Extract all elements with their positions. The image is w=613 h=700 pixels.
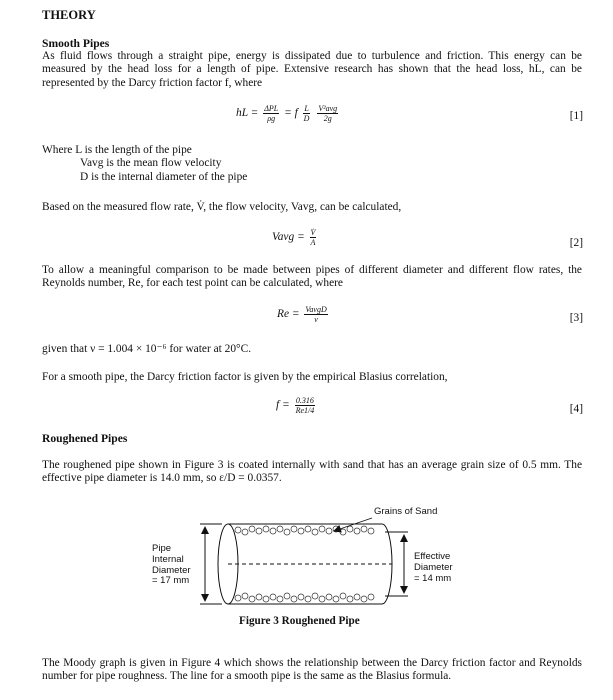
- eq1-frac-length: $\frac{L}{D}$: [303, 104, 310, 123]
- effective-diameter-dimension: [385, 532, 408, 596]
- internal-diameter-label: Pipe Internal Diameter = 17 mm: [152, 543, 191, 587]
- where-line-1: Where L is the length of the pipe: [42, 144, 192, 156]
- flow-rate-line: Based on the measured flow rate, V̇, the flow velocity, Vavg, can be calculated,: [42, 201, 402, 213]
- eq3-fraction: $\frac{\text{VavgD}}{\nu}$: [305, 305, 327, 324]
- eq1-lhs: hL =: [236, 107, 259, 120]
- reynolds-paragraph: To allow a meaningful comparison to be made between pipes of different diameter and different flow rates, the Reynolds number, Re, for each test point can be calculated, where: [42, 264, 582, 290]
- pipe-body: [218, 524, 392, 604]
- smooth-pipes-paragraph: As fluid flows through a straight pipe, energy is dissipated due to turbulence and friction. This energy can be measured by the head loss for a length of pipe. Extensive research has shown that the head loss, hL, can be represented by the Darcy friction factor f, where: [42, 50, 582, 89]
- eq1-mid: = f: [284, 107, 298, 120]
- eq1-frac-velocity: $\frac{\text{V²avg}}{2g}$: [318, 104, 338, 123]
- internal-diameter-dimension: [200, 524, 222, 604]
- figure-caption: Figure 3 Roughened Pipe: [239, 615, 360, 627]
- grains-of-sand-label: Grains of Sand: [374, 506, 438, 517]
- where-line-3: D is the internal diameter of the pipe: [80, 171, 248, 183]
- section-heading: THEORY: [42, 8, 96, 22]
- where-line-2: Vavg is the mean flow velocity: [80, 157, 222, 169]
- moody-paragraph: The Moody graph is given in Figure 4 which shows the relationship between the Darcy friction factor and Reynolds number for pipe roughness. The line for a smooth pipe is the same as the Blasius formula.: [42, 657, 582, 683]
- effective-diameter-label: Effective Diameter = 14 mm: [414, 551, 453, 584]
- eq3-lhs: Re =: [277, 308, 300, 321]
- roughened-pipes-paragraph: The roughened pipe shown in Figure 3 is coated internally with sand that has an average grain size of 0.5 mm. The effective pipe diameter is 14.0 mm, so ε/D = 0.0357.: [42, 459, 582, 485]
- sand-grains-top: [235, 526, 374, 535]
- viscosity-line: given that ν = 1.004 × 10⁻⁶ for water at 20°C.: [42, 343, 252, 355]
- smooth-pipes-title: Smooth Pipes: [42, 37, 110, 50]
- equation-4-number: [4]: [569, 403, 583, 415]
- equation-1-number: [1]: [569, 110, 583, 122]
- eq2-fraction: $\frac{V̇}{A}$: [310, 228, 316, 247]
- eq1-frac-pressure: $\frac{\text{ΔPL}}{\rho g}$: [264, 104, 279, 123]
- sand-grains-bottom: [235, 593, 374, 602]
- blasius-line: For a smooth pipe, the Darcy friction factor is given by the empirical Blasius correlation,: [42, 371, 448, 383]
- equation-2-number: [2]: [569, 237, 583, 249]
- eq4-lhs: f =: [276, 399, 290, 412]
- eq4-fraction: $\frac{0.316}{Re1/4}$: [295, 396, 315, 415]
- roughened-pipes-title: Roughened Pipes: [42, 432, 128, 445]
- equation-3-number: [3]: [569, 312, 583, 324]
- eq2-lhs: Vavg =: [272, 231, 305, 244]
